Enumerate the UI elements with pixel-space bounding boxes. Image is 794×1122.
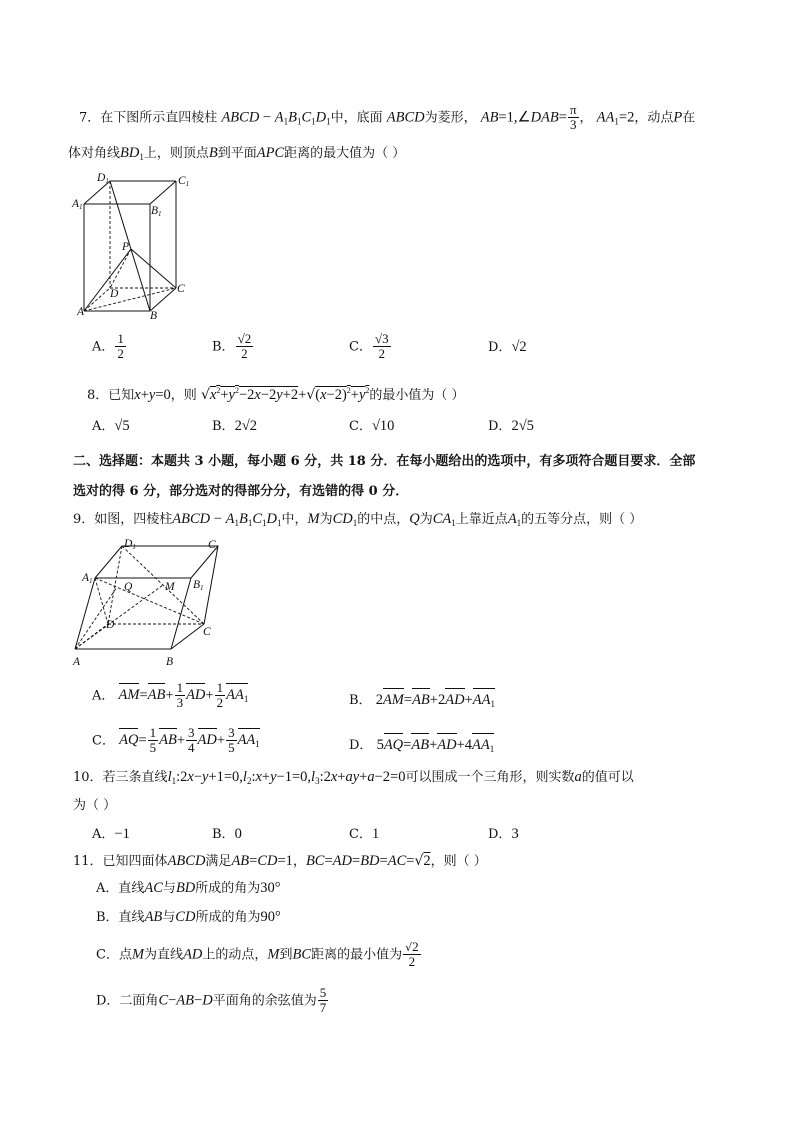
svg-text:B: B <box>150 310 158 320</box>
svg-text:B1: B1 <box>151 205 162 218</box>
seg-PD <box>110 249 131 288</box>
seg-A1D <box>95 578 108 624</box>
svg-text:D: D <box>106 619 115 631</box>
svg-text:C1: C1 <box>208 539 220 552</box>
diag-D1C <box>122 546 204 624</box>
q10-stem-line2: 为（ ） <box>73 798 117 813</box>
svg-text:C1: C1 <box>178 175 190 188</box>
seg-PA <box>84 249 131 311</box>
seg-PC <box>131 249 176 288</box>
svg-text:C: C <box>177 283 185 295</box>
q10-option-b[interactable]: B．0 <box>212 826 242 842</box>
q7-line2: 体对角线$BD_1$上，则顶点B到平面APC距离的最大值为（ ） <box>68 145 406 162</box>
diag-AC <box>84 288 176 311</box>
q7-option-d[interactable]: D．√2 <box>488 339 527 355</box>
q8-option-a[interactable]: A．√5 <box>92 418 130 434</box>
svg-text:D1: D1 <box>124 538 136 551</box>
q11-stem: 11．已知四面体ABCD满足AB=CD=1，BC=AD=BD=AC=√2，则（ ） <box>73 853 487 869</box>
q8-option-b[interactable]: B．2√2 <box>212 418 258 434</box>
svg-text:D: D <box>110 288 119 300</box>
svg-text:B1: B1 <box>193 579 204 592</box>
diag-A1C <box>95 578 204 624</box>
edge-DD1 <box>108 546 122 624</box>
q7-option-a[interactable]: A． $\frac{1}{2}$ <box>92 331 124 362</box>
svg-text:A1: A1 <box>72 198 83 211</box>
q9-option-d[interactable]: D． $5AQ=AB+AD+4AA_1$ <box>349 732 494 759</box>
q11-option-b[interactable]: B．直线AB与CD所成的角为90° <box>96 909 281 925</box>
q9-option-b[interactable]: B． $2AM=AB+2AD+AA_1$ <box>349 687 495 714</box>
edge-AA1 <box>75 578 95 649</box>
q9-option-c[interactable]: C． AQ= $\frac{1}{5}$ AB+ $\frac{3}{4}$ AD+ $\frac{3}{5}$ $AA_1$ <box>92 725 260 756</box>
q8-stem: 8．已知x+y=0，则 $√x^2+y^2-2x-2y+2+√(x-2)^2+y^2$的最小值为（ ） <box>87 386 465 403</box>
q10-option-c[interactable]: C．1 <box>349 826 380 842</box>
q7-option-c[interactable]: C． $\frac{√3}{2}$ <box>349 331 389 362</box>
q10-option-a[interactable]: A．−1 <box>92 826 130 842</box>
seg-AM <box>75 585 163 649</box>
q8-option-c[interactable]: C．√10 <box>349 418 395 434</box>
q11-option-d[interactable]: D．二面角C−AB−D平面角的余弦值为 $\frac{5}{7}$ <box>96 985 327 1016</box>
section2-heading: 二、选择题：本题共 3 小题，每小题 6 分，共 18 分．在每小题给出的选项中，有多项符合题目要求．全部 <box>73 454 696 469</box>
svg-text:M: M <box>165 581 175 593</box>
svg-text:A1: A1 <box>82 572 93 585</box>
svg-text:B: B <box>166 656 174 668</box>
edge-D1A1 <box>95 546 122 578</box>
q11-option-a[interactable]: A．直线AC与BD所成的角为30° <box>96 880 281 896</box>
svg-text:Q: Q <box>124 581 133 593</box>
svg-text:C: C <box>203 626 211 638</box>
svg-text:D1: D1 <box>97 172 109 185</box>
svg-text:A: A <box>73 656 81 668</box>
q10-option-d[interactable]: D．3 <box>488 826 519 842</box>
edge-AD <box>84 288 110 311</box>
q8-option-d[interactable]: D．2√5 <box>488 418 534 434</box>
edge-B1C1 <box>150 181 176 204</box>
svg-text:A: A <box>77 306 85 318</box>
q10-stem: 10．若三条直线$l_1:2x-y+1=0,l_2:x+y-1=0,l_3:2x+ay+a-2=0$可以围成一个三角形，则实数a的值可以 <box>73 769 634 786</box>
svg-text:P: P <box>122 241 130 253</box>
q9-stem: 9．如图，四棱柱ABCD − $A_1B_1C_1D_1$中，M为$CD_1$的中点，Q为$CA_1$上靠近点$A_1$的五等分点，则（ ） <box>73 511 643 528</box>
q9-option-a[interactable]: A． AM=AB+ $\frac{1}{3}$ AD+ $\frac{1}{2}$ $AA_1$ <box>92 680 249 711</box>
q11-option-c[interactable]: C．点M为直线AD上的动点，M到BC距离的最小值为 $\frac{√2}{2}$ <box>96 939 419 970</box>
q7-line1: 7．在下图所示直四棱柱 ABCD − $A_1B_1C_1D_1$中，底面 ABCD为菱形， AB=1,∠DAB= $\frac{\pi}{3}$ ， $AA_1=2$，动点P在 <box>79 102 696 133</box>
edge-BC <box>171 624 204 649</box>
seg-AQ <box>75 587 117 649</box>
q7-prism-figure <box>70 170 200 320</box>
q7-option-b[interactable]: B． $\frac{√2}{2}$ <box>212 331 252 362</box>
section2-heading-line2: 选对的得 6 分，部分选对的得部分分，有选错的得 0 分． <box>73 484 409 499</box>
q9-prism-figure <box>70 535 230 670</box>
edge-CC1 <box>204 546 218 624</box>
